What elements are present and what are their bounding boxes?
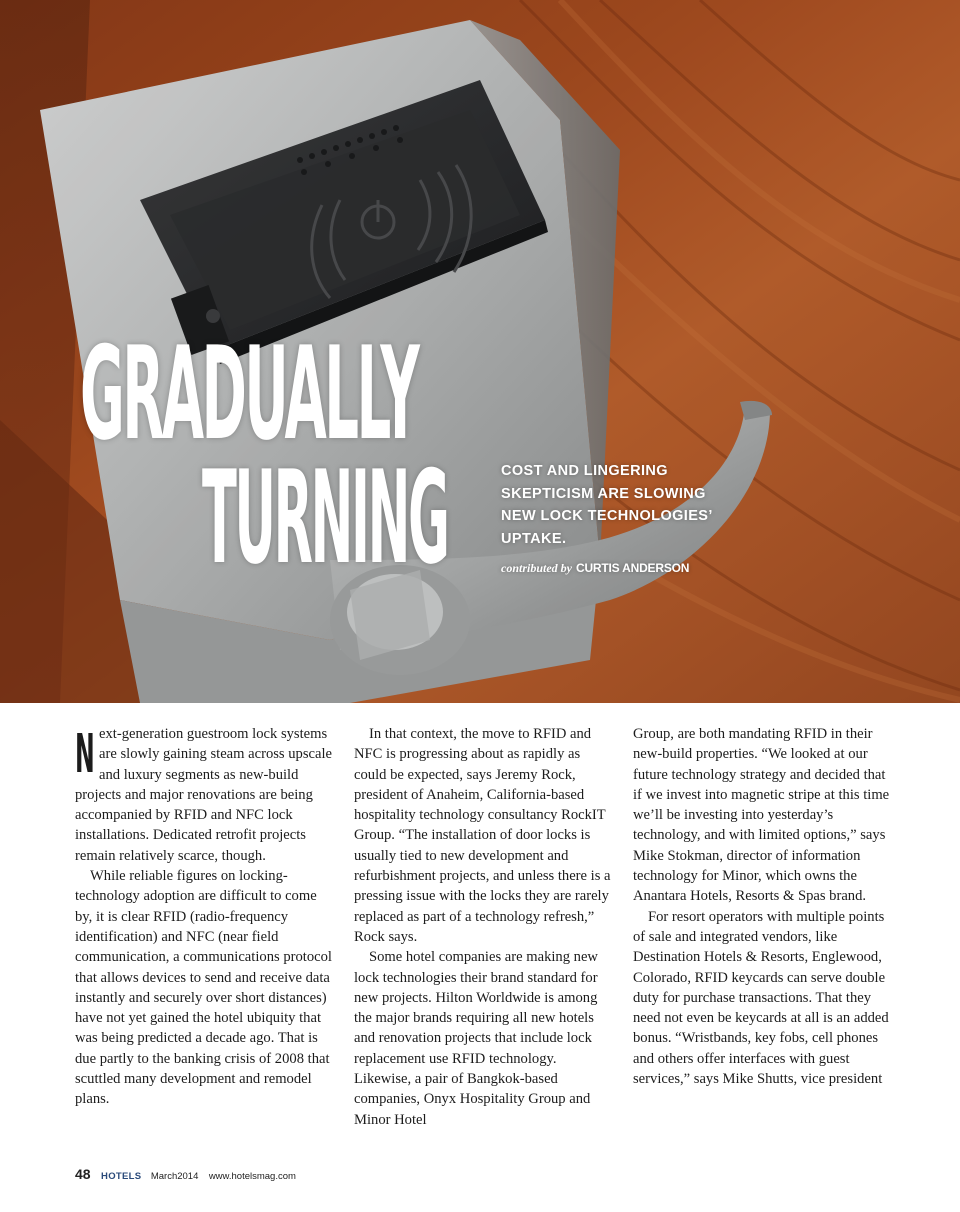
deck-subtitle: COST AND LINGERING SKEPTICISM ARE SLOWING NEW LOCK TECHNOLOGIES’ UPTAKE. [501, 463, 712, 547]
page-number: 48 [75, 1166, 91, 1182]
article-column-3 [633, 724, 891, 1089]
article-column-2 [354, 724, 612, 1130]
byline-label: contributed by [501, 561, 572, 575]
paragraph-text: ext-generation guestroom lock systems are slowly gaining steam across upscale and luxury segments as new-build projects and major renovations are being accompanied by RFID and NFC lock installations. Dedicated retrofit projects remain relatively scarce, though. [75, 726, 333, 864]
paragraph: Some hotel companies are making new lock technologies their brand standard for new projects. Hilton Worldwide is among the major brands requiring all new hotels and renovation projects that include lock replacement use RFID technology. Likewise, a pair of Bangkok-based companies, Onyx Hospitality Group and Minor Hotel [354, 949, 598, 1128]
website: www.hotelsmag.com [208, 1171, 296, 1182]
page-footer [75, 1166, 296, 1184]
paragraph: For resort operators with multiple points of sale and integrated vendors, like Destination Hotels & Resorts, Englewood, Colorado, RFID keycards can serve double duty for purchase transactions. That they need not even be keycards at all is an added bonus. “Wristbands, key fobs, cell phones and others offer interfaces with guest services,” says Mike Shutts, vice president [633, 908, 889, 1088]
issue-date: March2014 [150, 1171, 199, 1182]
paragraph: In that context, the move to RFID and NFC is progressing about as rapidly as could be expected, says Jeremy Rock, president of Anaheim, California-based hospitality technology consultancy RockIT Group. “The installation of door locks is usually tied to new development and refurbishment projects, and unless there is a pressing issue with the locks they are rarely replaced as part of a technology refresh,” Rock says. [354, 726, 611, 945]
byline [501, 559, 689, 577]
headline-line-1: GRADUALLY [80, 318, 418, 469]
paragraph: While reliable figures on locking-technology adoption are difficult to come by, it is clear RFID (radio-frequency identification) and NFC (near field communication, a communications protocol that allows devices to send and receive data instantly and securely over short distances) have not yet gained the hotel ubiquity that was being predicted a decade ago. That is due partly to the banking crisis of 2008 that scuttled many development and remodel plans. [75, 868, 332, 1108]
byline-author: CURTIS ANDERSON [576, 561, 690, 575]
paragraph: Group, are both mandating RFID in their new-build properties. “We looked at our future technology strategy and decided that if we invest into magnetic stripe at this time we’ll be investing into yesterday’s technology, and with limited options,” says Mike Stokman, director of information technology for Minor, which owns the Anantara Hotels, Resorts & Spas brand. [633, 726, 890, 905]
article-column-1 [75, 724, 333, 1110]
headline-line-2: TURNING [202, 442, 448, 593]
paragraph [75, 724, 333, 866]
drop-cap: N [75, 722, 95, 785]
magazine-name: HOTELS [101, 1171, 142, 1182]
